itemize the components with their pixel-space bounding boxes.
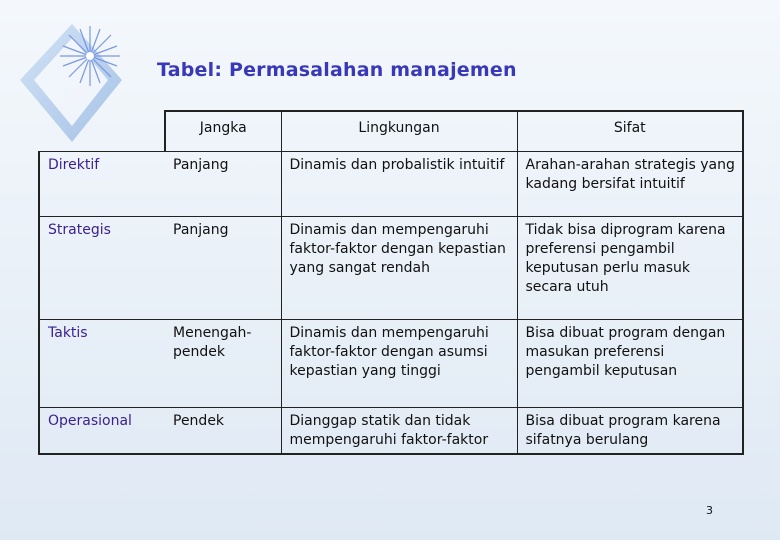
cell-lingkungan: Dianggap statik dan tidak mempengaruhi faktor-faktor xyxy=(281,407,517,454)
header-level xyxy=(39,111,165,151)
page-title: Tabel: Permasalahan manajemen xyxy=(157,59,517,81)
cell-lingkungan: Dinamis dan mempengaruhi faktor-faktor dengan kepastian yang sangat rendah xyxy=(281,216,517,319)
cell-jangka: Pendek xyxy=(165,407,281,454)
cell-lingkungan: Dinamis dan mempengaruhi faktor-faktor dengan asumsi kepastian yang tinggi xyxy=(281,319,517,407)
table-row-taktis xyxy=(39,319,743,407)
cell-sifat: Bisa dibuat program karena sifatnya berulang xyxy=(517,407,743,454)
cell-sifat: Arahan-arahan strategis yang kadang bersifat intuitif xyxy=(517,151,743,216)
cell-jangka: Panjang xyxy=(165,216,281,319)
cell-level: Operasional xyxy=(39,407,165,454)
cell-level: Strategis xyxy=(39,216,165,319)
table-row-operasional xyxy=(39,407,743,454)
table-header-row xyxy=(39,111,743,151)
cell-level: Direktif xyxy=(39,151,165,216)
cell-sifat: Tidak bisa diprogram karena preferensi pengambil keputusan perlu masuk secara utuh xyxy=(517,216,743,319)
cell-jangka: Panjang xyxy=(165,151,281,216)
cell-level: Taktis xyxy=(39,319,165,407)
cell-lingkungan: Dinamis dan probalistik intuitif xyxy=(281,151,517,216)
header-jangka: Jangka xyxy=(165,111,281,151)
management-problems-table xyxy=(38,110,744,455)
page-number: 3 xyxy=(706,504,713,517)
header-lingkungan: Lingkungan xyxy=(281,111,517,151)
table-row-strategis xyxy=(39,216,743,319)
header-sifat: Sifat xyxy=(517,111,743,151)
table-row-direktif xyxy=(39,151,743,216)
cell-sifat: Bisa dibuat program dengan masukan preferensi pengambil keputusan xyxy=(517,319,743,407)
cell-jangka: Menengah-pendek xyxy=(165,319,281,407)
